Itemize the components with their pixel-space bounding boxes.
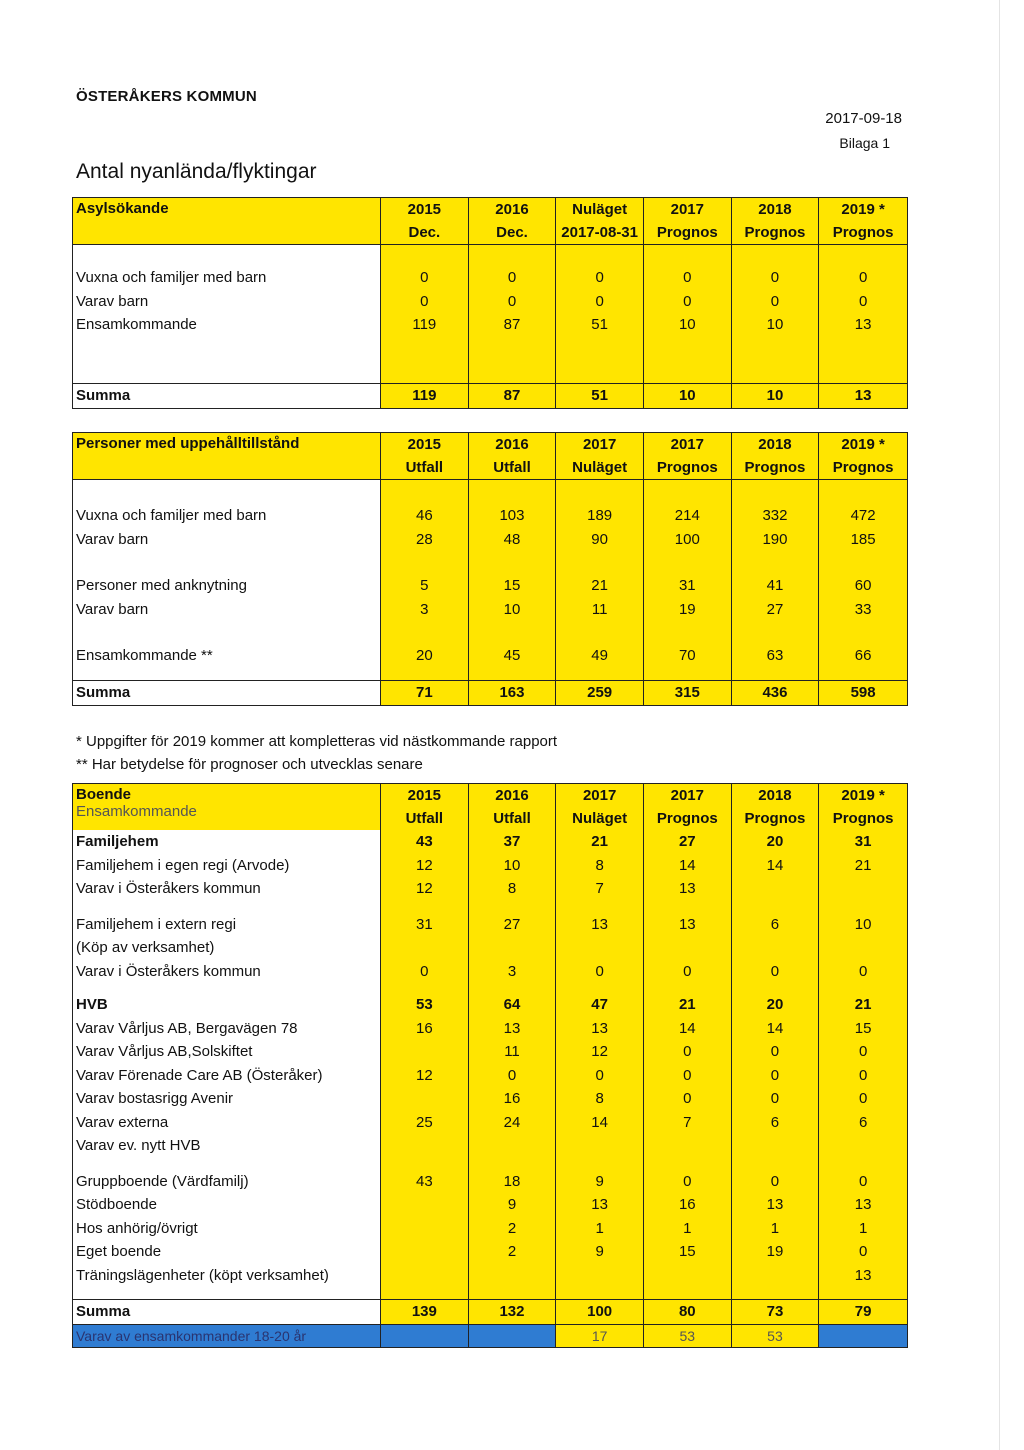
spacer-row [73,668,907,680]
table-cell: 14 [644,854,732,878]
table-cell: 0 [644,1170,732,1194]
table-cell [381,1193,469,1217]
table-row [73,644,907,668]
table-cell: 27 [644,830,732,854]
sum-cell: 163 [469,681,557,705]
table-cell: 45 [469,644,557,668]
housing-header [73,784,907,830]
table-cell: 48 [469,528,557,552]
table-cell [381,1240,469,1264]
table-cell: 0 [556,960,644,984]
table-cell: 0 [556,290,644,314]
housing-col-header: 2018 Prognos [732,784,820,830]
spacer-row [73,551,907,574]
housing-age-18-20-row [73,1324,907,1347]
spacer-row [73,1158,907,1170]
table-cell: 31 [381,913,469,937]
table-cell: 0 [732,266,820,290]
row-label: Varav externa [73,1111,381,1135]
table-cell: 87 [469,313,557,337]
table-cell: 0 [858,269,868,286]
sum-cell: 139 [381,1300,469,1324]
document-date: 2017-09-18 [825,110,902,127]
table-cell [381,1040,469,1064]
sum-cell: 598 [850,683,876,701]
row-label: Varav i Österåkers kommun [73,877,381,901]
table-cell: 190 [732,528,820,552]
table-cell: 0 [556,266,644,290]
table-cell: 14 [732,1017,820,1041]
table-cell: 6 [858,1113,868,1131]
table-cell: 16 [381,1017,469,1041]
table-row [73,528,907,552]
sum-cell: 259 [556,681,644,705]
table-cell: 13 [644,877,732,901]
sum-label: Summa [73,384,381,408]
table-cell: 90 [556,528,644,552]
row-label: HVB [73,993,381,1017]
table-cell: 21 [854,856,872,874]
table-cell: 13 [854,1266,872,1284]
permits-col-header: 2019 * Prognos [832,436,894,476]
table-cell: 20 [381,644,469,668]
table-cell: 10 [469,598,557,622]
table-cell: 189 [556,504,644,528]
asylum-col-header: 2016 Dec. [469,198,557,244]
table-cell: 0 [381,290,469,314]
housing-col-header: 2015 Utfall [381,784,469,830]
table-cell: 0 [381,960,469,984]
extra-cell: 53 [644,1325,732,1347]
table-cell [469,1134,557,1158]
spacer-row [73,337,907,383]
table-cell [381,1087,469,1111]
table-cell: 2 [469,1240,557,1264]
table-cell: 11 [556,598,644,622]
table-cell: 13 [854,1196,872,1213]
permits-table [72,432,908,706]
table-cell: 1 [644,1217,732,1241]
table-row [73,1111,907,1135]
sum-cell: 132 [469,1300,557,1324]
table-cell: 15 [644,1240,732,1264]
asylum-title: Asylsökande [73,198,381,244]
table-cell: 33 [854,600,872,618]
table-cell: 6 [732,1111,820,1135]
table-row [73,290,907,314]
row-label: (Köp av verksamhet) [73,936,381,960]
table-cell: 2 [469,1217,557,1241]
row-label: Varav barn [73,290,381,314]
table-cell: 20 [732,830,820,854]
permits-header [73,433,907,480]
table-cell [644,936,732,960]
sum-cell: 13 [854,386,872,404]
table-cell: 1 [556,1217,644,1241]
table-cell: 66 [854,647,872,664]
row-label: Stödboende [73,1193,381,1217]
spacer-row [73,983,907,993]
row-label: Varav Vårljus AB, Bergavägen 78 [73,1017,381,1041]
annex-label: Bilaga 1 [839,135,890,151]
table-cell [381,1217,469,1241]
table-cell: 0 [732,960,820,984]
table-cell: 0 [469,266,557,290]
row-label: Personer med anknytning [73,574,381,598]
row-label: Träningslägenheter (köpt verksamhet) [73,1264,381,1288]
asylum-sum-row [73,383,907,408]
sum-cell: 100 [556,1300,644,1324]
table-cell: 9 [556,1240,644,1264]
extra-label: Varav av ensamkommander 18-20 år [73,1325,381,1347]
table-cell: 63 [732,644,820,668]
table-row [73,504,907,528]
table-cell: 0 [732,290,820,314]
table-cell: 0 [556,1064,644,1088]
extra-cell [819,1325,907,1347]
extra-cell: 53 [732,1325,820,1347]
table-cell: 14 [644,1017,732,1041]
table-cell: 19 [732,1240,820,1264]
housing-col-header: 2019 * Prognos [832,787,894,827]
housing-sum-row [73,1299,907,1324]
permits-col-header: 2017 Prognos [644,433,732,479]
table-cell: 27 [469,913,557,937]
table-cell: 0 [644,266,732,290]
table-row [73,1170,907,1194]
sum-cell: 436 [732,681,820,705]
row-label: Varav barn [73,528,381,552]
table-cell: 49 [556,644,644,668]
table-row [73,854,907,878]
table-cell [819,877,907,901]
table-cell: 12 [556,1040,644,1064]
table-row [73,1240,907,1264]
housing-table [72,783,908,1348]
sum-label: Summa [73,1300,381,1324]
table-cell: 9 [469,1193,557,1217]
row-label: Familjehem [73,830,381,854]
row-label: Vuxna och familjer med barn [73,504,381,528]
table-cell: 13 [556,913,644,937]
table-cell [644,1264,732,1288]
permits-sum-row [73,680,907,705]
table-cell: 28 [381,528,469,552]
table-cell: 0 [732,1170,820,1194]
table-cell: 1 [858,1219,868,1237]
organization-name: ÖSTERÅKERS KOMMUN [76,88,257,105]
table-cell [732,936,820,960]
sum-cell: 10 [732,384,820,408]
table-cell: 10 [732,313,820,337]
table-cell: 10 [469,854,557,878]
table-cell: 7 [556,877,644,901]
row-label: Gruppboende (Värdfamilj) [73,1170,381,1194]
table-cell: 14 [732,854,820,878]
spacer-row [73,621,907,644]
row-label: Varav Förenade Care AB (Österåker) [73,1064,381,1088]
table-cell: 43 [381,830,469,854]
table-row [73,574,907,598]
permits-body [73,504,907,668]
table-row [73,313,907,337]
table-row [73,993,907,1017]
table-cell: 0 [858,1090,868,1107]
table-cell: 13 [556,1017,644,1041]
table-cell: 0 [732,1087,820,1111]
table-row [73,1217,907,1241]
table-row [73,1040,907,1064]
housing-title-cell [73,784,381,830]
table-cell: 60 [854,577,872,594]
table-cell: 0 [644,1087,732,1111]
table-cell [644,1134,732,1158]
row-label: Hos anhörig/övrigt [73,1217,381,1241]
table-cell: 8 [556,854,644,878]
table-cell [381,936,469,960]
table-cell: 51 [556,313,644,337]
spacer-row [73,1287,907,1299]
sum-cell: 79 [854,1303,872,1320]
table-cell: 41 [732,574,820,598]
table-cell: 8 [556,1087,644,1111]
permits-col-header: 2018 Prognos [732,433,820,479]
table-cell: 13 [732,1193,820,1217]
table-cell: 13 [556,1193,644,1217]
table-cell: 10 [854,915,872,933]
permits-col-header: 2015 Utfall [381,433,469,479]
spacer-row [73,901,907,913]
table-cell: 8 [469,877,557,901]
table-cell: 12 [381,854,469,878]
table-cell: 46 [381,504,469,528]
table-cell: 16 [469,1087,557,1111]
housing-col-header: 2017 Nuläget [556,784,644,830]
table-row [73,266,907,290]
spacer-row [73,480,907,504]
housing-col-header: 2017 Prognos [644,784,732,830]
table-cell: 15 [854,1019,872,1037]
table-cell: 47 [556,993,644,1017]
sum-cell: 80 [644,1300,732,1324]
table-cell [732,1134,820,1158]
sum-cell: 10 [644,384,732,408]
sum-cell: 315 [644,681,732,705]
asylum-table [72,197,908,409]
table-cell: 0 [469,1064,557,1088]
permits-col-header: 2017 Nuläget [556,433,644,479]
table-row [73,598,907,622]
table-cell: 7 [644,1111,732,1135]
table-cell: 14 [556,1111,644,1135]
row-label: Varav i Österåkers kommun [73,960,381,984]
table-cell: 0 [858,1243,868,1260]
table-cell [381,1134,469,1158]
row-label: Eget boende [73,1240,381,1264]
sum-cell: 71 [381,681,469,705]
table-cell [556,936,644,960]
sum-cell: 51 [556,384,644,408]
table-cell: 24 [469,1111,557,1135]
spacer-row [73,245,907,266]
table-row [73,913,907,937]
table-cell: 0 [858,292,868,310]
extra-cell [469,1325,557,1347]
table-cell: 12 [381,877,469,901]
table-cell: 0 [644,1064,732,1088]
table-cell: 6 [732,913,820,937]
table-cell: 472 [850,507,876,524]
sum-cell: 87 [469,384,557,408]
table-cell: 185 [850,530,876,548]
table-cell: 19 [644,598,732,622]
table-cell [469,936,557,960]
permits-title: Personer med uppehålltillstånd [73,433,381,479]
footnote-2019: * Uppgifter för 2019 kommer att kompletteras vid nästkommande rapport [76,733,558,750]
row-label: Familjehem i egen regi (Arvode) [73,854,381,878]
table-cell: 53 [381,993,469,1017]
permits-col-header: 2016 Utfall [469,433,557,479]
row-label: Varav bostasrigg Avenir [73,1087,381,1111]
table-cell: 3 [381,598,469,622]
table-cell: 9 [556,1170,644,1194]
row-label: Varav Vårljus AB,Solskiftet [73,1040,381,1064]
table-cell [556,1134,644,1158]
asylum-body [73,266,907,337]
table-cell: 43 [381,1170,469,1194]
table-cell [819,936,907,960]
asylum-col-header: 2018 Prognos [732,198,820,244]
table-cell: 0 [644,960,732,984]
table-cell: 13 [469,1017,557,1041]
table-cell: 20 [732,993,820,1017]
table-cell: 332 [732,504,820,528]
row-label: Ensamkommande ** [73,644,381,668]
table-cell: 21 [556,574,644,598]
housing-body [73,830,907,1287]
table-cell: 21 [644,993,732,1017]
table-cell [732,877,820,901]
table-cell: 1 [732,1217,820,1241]
table-cell: 15 [469,574,557,598]
table-cell: 0 [644,290,732,314]
table-cell: 12 [381,1064,469,1088]
table-cell: 0 [644,1040,732,1064]
table-cell: 103 [469,504,557,528]
row-label: Varav ev. nytt HVB [73,1134,381,1158]
table-cell: 5 [381,574,469,598]
table-cell: 11 [469,1040,557,1064]
table-cell: 70 [644,644,732,668]
table-cell: 16 [644,1193,732,1217]
table-cell: 0 [469,290,557,314]
table-cell: 13 [854,316,872,333]
asylum-col-header: 2015 Dec. [381,198,469,244]
table-row [73,877,907,901]
table-cell: 25 [381,1111,469,1135]
table-cell: 27 [732,598,820,622]
table-cell: 10 [644,313,732,337]
table-row [73,1134,907,1158]
table-row [73,1264,907,1288]
table-cell: 0 [381,266,469,290]
table-row [73,1017,907,1041]
table-row [73,1193,907,1217]
housing-title: Boende [76,786,132,803]
sum-label: Summa [73,681,381,705]
table-cell: 31 [854,833,872,850]
row-label: Vuxna och familjer med barn [73,266,381,290]
extra-cell [381,1325,469,1347]
table-cell: 0 [732,1064,820,1088]
table-cell: 0 [858,962,868,980]
sum-cell: 119 [381,384,469,408]
table-cell [556,1264,644,1288]
table-cell: 0 [732,1040,820,1064]
table-cell: 21 [556,830,644,854]
asylum-col-header: 2017 Prognos [644,198,732,244]
table-cell: 18 [469,1170,557,1194]
table-cell: 0 [858,1043,868,1060]
asylum-col-header: Nuläget 2017-08-31 [556,198,644,244]
table-cell [732,1264,820,1288]
extra-cell: 17 [556,1325,644,1347]
page-edge [999,0,1024,1450]
table-cell: 0 [858,1172,868,1190]
table-cell: 3 [469,960,557,984]
page-title: Antal nyanlända/flyktingar [76,160,317,183]
table-cell: 64 [469,993,557,1017]
table-row [73,1087,907,1111]
row-label: Ensamkommande [73,313,381,337]
table-cell: 31 [644,574,732,598]
row-label: Varav barn [73,598,381,622]
table-cell [819,1134,907,1158]
asylum-header [73,198,907,245]
table-cell [381,1264,469,1288]
table-cell: 37 [469,830,557,854]
housing-col-header: 2016 Utfall [469,784,557,830]
table-cell: 100 [644,528,732,552]
asylum-col-header: 2019 * Prognos [832,201,894,241]
table-cell: 13 [644,913,732,937]
table-cell: 214 [644,504,732,528]
table-row [73,1064,907,1088]
table-cell: 119 [381,313,469,337]
table-row [73,960,907,984]
housing-subtitle: Ensamkommande [76,803,197,820]
table-cell [469,1264,557,1288]
sum-cell: 73 [732,1300,820,1324]
table-row [73,936,907,960]
footnote-forecast: ** Har betydelse för prognoser och utvecklas senare [76,756,423,773]
table-cell: 0 [858,1066,868,1084]
table-row [73,830,907,854]
table-cell: 21 [854,996,872,1013]
row-label: Familjehem i extern regi [73,913,381,937]
